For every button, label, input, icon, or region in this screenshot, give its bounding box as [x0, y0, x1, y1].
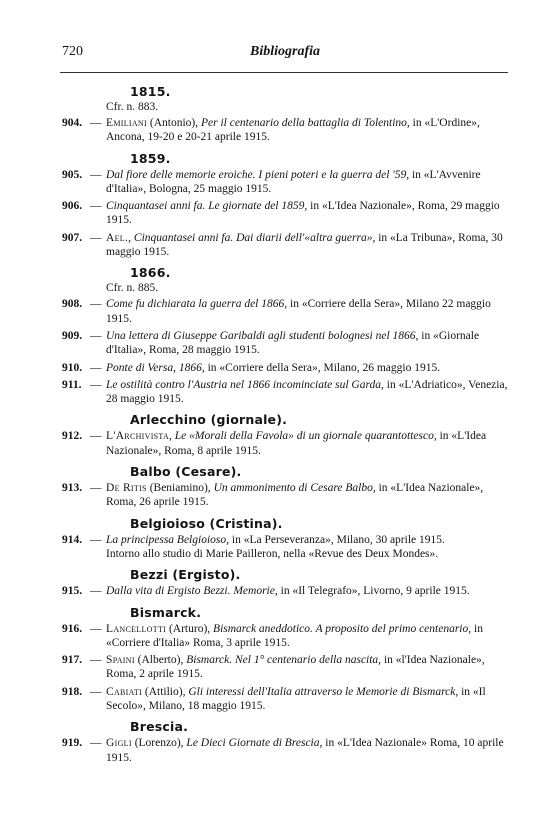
entry-number: 912.: [62, 430, 83, 443]
entry-title: Le «Morali della Favola» di un giornale quarantottesco,: [174, 430, 437, 443]
bibliography-entry: [62, 329, 508, 358]
bibliography-entry: [62, 533, 508, 562]
entry-author-detail: (Antonio),: [146, 117, 201, 129]
entry-dash: —: [90, 622, 102, 635]
entry-dash: —: [90, 737, 102, 750]
entry-dash: —: [90, 117, 102, 129]
entry-author: Emiliani: [106, 117, 147, 129]
entry-publication: in «Il Telegrafo», Livorno, 9 aprile 1915.: [277, 585, 470, 598]
section-heading: Brescia.: [130, 719, 189, 735]
entry-dash: —: [90, 685, 102, 698]
entry-dash: —: [90, 378, 102, 391]
entry-author: Gigli: [106, 737, 132, 750]
entry-author: Cabiati: [106, 685, 142, 698]
bibliography-entry: [62, 584, 508, 598]
entry-number: 917.: [62, 654, 83, 667]
entry-title: La principessa Belgioioso,: [106, 533, 229, 546]
entry-author-detail: (Attilio),: [142, 685, 189, 698]
entry-number: 915.: [62, 585, 83, 598]
entry-dash: —: [90, 585, 102, 598]
bibliography-entry: [62, 116, 508, 145]
entry-author: Spaini: [106, 654, 135, 667]
section-heading: Bismarck.: [130, 604, 202, 620]
bibliography-entry: [62, 685, 508, 714]
entry-publication: in «La Perseveranza», Milano, 30 aprile 1915.: [229, 533, 445, 546]
entry-dash: —: [90, 533, 102, 546]
entry-number: 911.: [62, 378, 82, 391]
bibliography-entry: [62, 736, 508, 765]
entry-publication: in «Corriere della Sera», Milano 22 maggio 1915.: [106, 298, 491, 325]
entry-author: Ael.: [106, 231, 129, 244]
bibliography-entry: [62, 622, 508, 651]
entry-dash: —: [90, 361, 102, 374]
entry-title: Dalla vita di Ergisto Bezzi. Memorie,: [106, 585, 278, 598]
entry-author-detail: ,: [169, 430, 175, 443]
entry-publication: in «l'Idea Nazionale», Roma, 2 aprile 1915.: [106, 654, 485, 681]
entry-number: 906.: [62, 200, 83, 213]
entry-number: 909.: [62, 329, 83, 342]
cross-reference: Cfr. n. 883.: [106, 101, 159, 113]
entry-title: Una lettera di Giuseppe Garibaldi agli studenti bolognesi nel 1866,: [106, 329, 419, 342]
entry-title: Ponte di Versa, 1866,: [106, 361, 205, 374]
entry-publication: in «Corriere della Sera», Milano, 26 maggio 1915.: [204, 361, 441, 374]
entry-title: Come fu dichiarata la guerra del 1866,: [106, 298, 288, 311]
entry-dash: —: [90, 654, 102, 667]
bibliography-entry: [62, 199, 508, 228]
entry-title: Bismarck. Nel 1° centenario della nascita,: [186, 654, 382, 667]
entry-dash: —: [90, 168, 102, 181]
entry-note: Intorno allo studio di Marie Pailleron, nella «Revue des Deux Mondes».: [106, 547, 439, 560]
entry-number: 904.: [62, 117, 83, 129]
header-rule: [60, 72, 508, 73]
bibliography-entry: [62, 481, 508, 510]
entry-publication: in «La Tribuna», Roma, 30 maggio 1915.: [106, 231, 503, 259]
entry-publication: in «Giornale d'Italia», Roma, 28 maggio 1915.: [106, 329, 480, 357]
page-number: 720: [62, 44, 83, 59]
entry-number: 914.: [62, 533, 83, 546]
entry-dash: —: [90, 231, 102, 244]
entry-publication: in «L'Adriatico», Venezia, 28 maggio 1915.: [106, 378, 508, 406]
entry-title: Dal fiore delle memorie eroiche. I pieni poteri e la guerra del '59,: [106, 168, 410, 181]
section-heading: Belgioioso (Cristina).: [130, 515, 283, 531]
entry-number: 919.: [62, 737, 83, 750]
bibliography-entry: [62, 653, 508, 682]
entry-title: Bismarck aneddotico. A proposito del primo centenario,: [213, 622, 472, 635]
entry-title: Le ostilità contro l'Austria nel 1866 incominciate sul Garda,: [106, 378, 384, 391]
entry-title: Per il centenario della battaglia di Tolentino,: [200, 117, 410, 129]
entry-author: De Ritis: [106, 482, 147, 495]
entry-dash: —: [90, 200, 102, 213]
entry-title: Le Dieci Giornate di Brescia,: [186, 737, 323, 750]
page-header: [62, 44, 508, 64]
entry-title: Cinquantasei anni fa. Le giornate del 1859,: [106, 200, 308, 213]
entry-publication: in «Corriere d'Italia» Roma, 3 aprile 1915.: [106, 622, 483, 649]
entry-author-detail: ,: [128, 231, 134, 244]
section-heading: Bezzi (Ergisto).: [130, 567, 241, 583]
running-title: Bibliografia: [249, 44, 320, 59]
entry-dash: —: [90, 329, 102, 342]
entry-title: Cinquantasei anni fa. Dai diarii dell'«altra guerra»,: [133, 231, 376, 244]
entry-author: Lancellotti: [106, 622, 167, 635]
entry-number: 910.: [62, 361, 83, 374]
entry-dash: —: [90, 298, 102, 311]
entry-author: L'Archivista: [106, 430, 170, 443]
entry-publication: in «L'Idea Nazionale», Roma, 8 aprile 1915.: [106, 430, 487, 457]
entry-number: 916.: [62, 622, 83, 635]
bibliography-entry: [62, 361, 508, 375]
section-heading: Arlecchino (giornale).: [130, 412, 288, 428]
entry-author-detail: (Alberto),: [134, 654, 187, 667]
bibliography-list: [62, 78, 508, 768]
entry-title: Un ammonimento di Cesare Balbo,: [213, 482, 376, 495]
entry-dash: —: [90, 430, 102, 443]
entry-number: 907.: [62, 231, 83, 244]
entry-author-detail: (Lorenzo),: [131, 737, 187, 750]
section-heading: Balbo (Cesare).: [130, 464, 242, 480]
section-heading: 1866.: [130, 265, 171, 281]
entry-author-detail: (Arturo),: [166, 622, 214, 635]
section-heading: 1859.: [130, 150, 171, 166]
bibliography-entry: [62, 231, 508, 260]
entry-publication: in «Il Secolo», Milano, 18 maggio 1915.: [106, 685, 486, 713]
entry-publication: in «L'Avvenire d'Italia», Bologna, 25 maggio 1915.: [106, 168, 481, 195]
entry-publication: in «L'Idea Nazionale», Roma, 29 maggio 1915.: [106, 200, 500, 227]
entry-author-detail: (Beniamino),: [146, 482, 214, 495]
section-heading: 1815.: [130, 84, 171, 99]
bibliography-entry: [62, 429, 508, 458]
entry-number: 905.: [62, 168, 83, 181]
entry-publication: in «L'Idea Nazionale» Roma, 10 aprile 1915.: [106, 737, 504, 764]
entry-publication: in «L'Idea Nazionale», Roma, 26 aprile 1915.: [106, 482, 484, 509]
bibliography-entry: [62, 297, 508, 326]
cross-reference: Cfr. n. 885.: [106, 282, 159, 295]
entry-number: 913.: [62, 482, 83, 495]
entry-publication: in «L'Ordine», Ancona, 19-20 e 20-21 aprile 1915.: [106, 117, 480, 144]
entry-title: Gli interessi dell'Italia attraverso le Memorie di Bismarck,: [188, 685, 459, 698]
bibliography-entry: [62, 378, 508, 407]
entry-number: 908.: [62, 298, 83, 311]
bibliography-entry: [62, 168, 508, 197]
entry-dash: —: [90, 482, 102, 495]
entry-number: 918.: [62, 685, 83, 698]
